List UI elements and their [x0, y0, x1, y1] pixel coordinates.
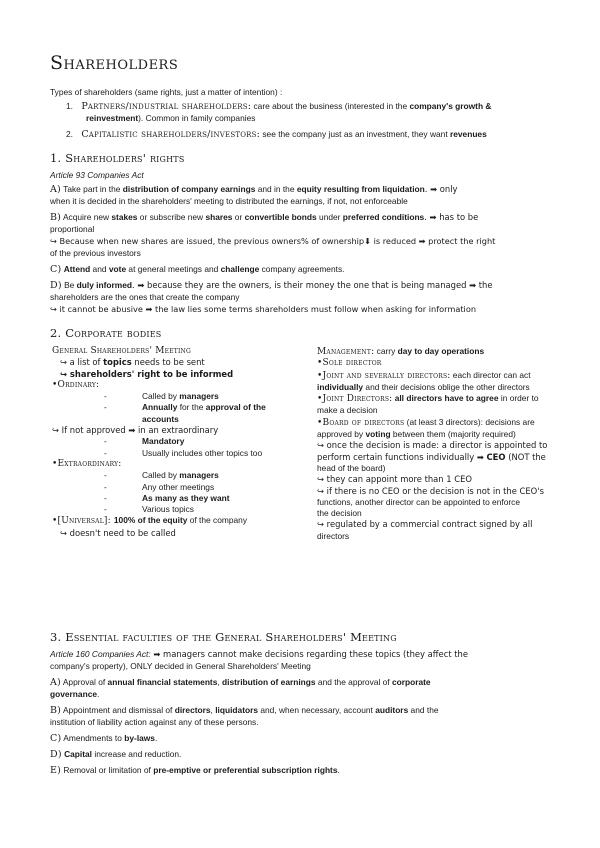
gsm-topics: ↪ a list of topics needs to be sent	[60, 357, 205, 368]
board-sub-2: ↪ they can appoint more than 1 CEO	[317, 474, 472, 485]
gsm-title: General Shareholders' Meeting	[52, 346, 192, 356]
board-sub-4-cont: directors	[317, 530, 350, 541]
page-title: Shareholders	[50, 52, 179, 74]
right-b: B) Acquire new stakes or subscribe new shares or convertible bonds under preferred conditions. ➡ has to be	[50, 212, 479, 223]
right-b-sub-cont: of the previous investors	[50, 248, 141, 258]
ordinary-item-2: - Annually for the approval of the	[104, 402, 266, 413]
ordinary-item-1: - Called by managers	[104, 391, 219, 402]
types-intro: Types of shareholders (same rights, just a matter of intention) :	[50, 87, 283, 97]
ordinary-item-2-cont: accounts	[142, 413, 179, 424]
management-title: Management: carry day to day operations	[317, 346, 485, 357]
article-93: Article 93 Companies Act	[50, 170, 144, 180]
board-cont: approved by voting between them (majority required)	[317, 429, 516, 440]
section-2-heading: 2. Corporate bodies	[50, 326, 162, 340]
section-1-heading: 1. Shareholders' rights	[50, 151, 185, 165]
right-d: D) Be duly informed. ➡ because they are the owners, is their money the one that is being managed ➡ the	[50, 280, 493, 291]
management-column	[317, 346, 549, 542]
extraordinary-label: •Extraordinary:	[52, 458, 122, 469]
faculty-b: B) Appointment and dismissal of directors, liquidators and, when necessary, account auditors and the	[50, 705, 439, 716]
sole-director: •Sole director	[317, 358, 382, 369]
board-sub-3-cont: functions, another director can be appointed to enforce	[317, 496, 520, 507]
right-d-sub: ↪ it cannot be abusive ➡ the law lies some terms shareholders must follow when asking for information	[50, 304, 477, 314]
joint-severally: •Joint and severally directors: each director can act	[317, 369, 531, 381]
universal-sub: ↪ doesn't need to be called	[60, 527, 176, 538]
board-sub-1-cont: perform certain functions individually ➡ CEO (NOT the	[317, 451, 546, 462]
gsm-column	[52, 346, 287, 539]
right-b-cont: proportional	[50, 224, 95, 234]
faculty-b-cont: institution of liability action against any of these persons.	[50, 717, 259, 727]
type-item-2: 2. Capitalistic shareholders/investors: see the company just as an investment, they want revenues	[66, 129, 487, 140]
extra-item-1: - Called by managers	[104, 470, 219, 481]
type-item-1-cont: reinvestment). Common in family companies	[86, 113, 256, 123]
gsm-informed: ↪ shareholders' right to be informed	[60, 368, 234, 379]
joint-severally-cont: individually and their decisions oblige the other directors	[317, 381, 530, 392]
type-item-1: 1. Partners/industrial shareholders: care about the business (interested in the company's growth &	[66, 101, 492, 112]
right-b-sub: ↪ Because when new shares are issued, the previous owners% of ownership⬇ is reduced ➡ protect the right	[50, 236, 496, 246]
board-of-directors: •Board of directors (at least 3 directors): decisions are	[317, 416, 535, 428]
ordinary-item-3: - Mandatory	[104, 436, 185, 447]
section-3-heading: 3. Essential faculties of the General Shareholders' Meeting	[50, 630, 397, 644]
faculty-a-cont: governance.	[50, 689, 100, 699]
right-a: A) Take part in the distribution of company earnings and in the equity resulting from liquidation. ➡ only	[50, 184, 458, 195]
joint-directors: •Joint Directors: all directors have to agree in order to	[317, 393, 539, 405]
right-d-cont: shareholders are the ones that create the company	[50, 292, 240, 302]
faculty-c: C) Amendments to by-laws.	[50, 733, 158, 744]
board-sub-3: ↪ if there is no CEO or the decision is not in the CEO's	[317, 485, 544, 496]
joint-directors-cont: make a decision	[317, 405, 378, 416]
faculty-d: D) Capital increase and reduction.	[50, 749, 182, 760]
ordinary-label: •Ordinary:	[52, 379, 100, 390]
faculty-e: E) Removal or limitation of pre-emptive or preferential subscription rights.	[50, 765, 340, 776]
board-sub-4: ↪ regulated by a commercial contract signed by all	[317, 519, 533, 530]
board-sub-3-cont2: the decision	[317, 508, 362, 519]
extra-item-3: - As many as they want	[104, 492, 230, 503]
extra-item-4: - Various topics	[104, 504, 194, 515]
universal-item: •[Universal]: 100% of the equity of the company	[52, 515, 248, 527]
right-a-cont: when it is decided in the shareholders' meeting to distributed the earnings, if not, not enforceable	[50, 196, 408, 206]
article-160-cont: company's property), ONLY decided in General Shareholders' Meeting	[50, 661, 311, 671]
faculty-a: A) Approval of annual financial statements, distribution of earnings and the approval of corporate	[50, 677, 431, 688]
right-c: C) Attend and vote at general meetings and challenge company agreements.	[50, 264, 345, 275]
board-sub-1-cont2: head of the board)	[317, 462, 386, 473]
board-sub-1: ↪ once the decision is made: a director is appointed to	[317, 440, 548, 451]
article-160: Article 160 Companies Act: ➡ managers cannot make decisions regarding these topics (they affect the	[50, 649, 469, 659]
ordinary-not-approved: ↪ If not approved ➡ in an extraordinary	[52, 425, 219, 436]
ordinary-item-4: - Usually includes other topics too	[104, 447, 263, 458]
extra-item-2: - Any other meetings	[104, 481, 215, 492]
